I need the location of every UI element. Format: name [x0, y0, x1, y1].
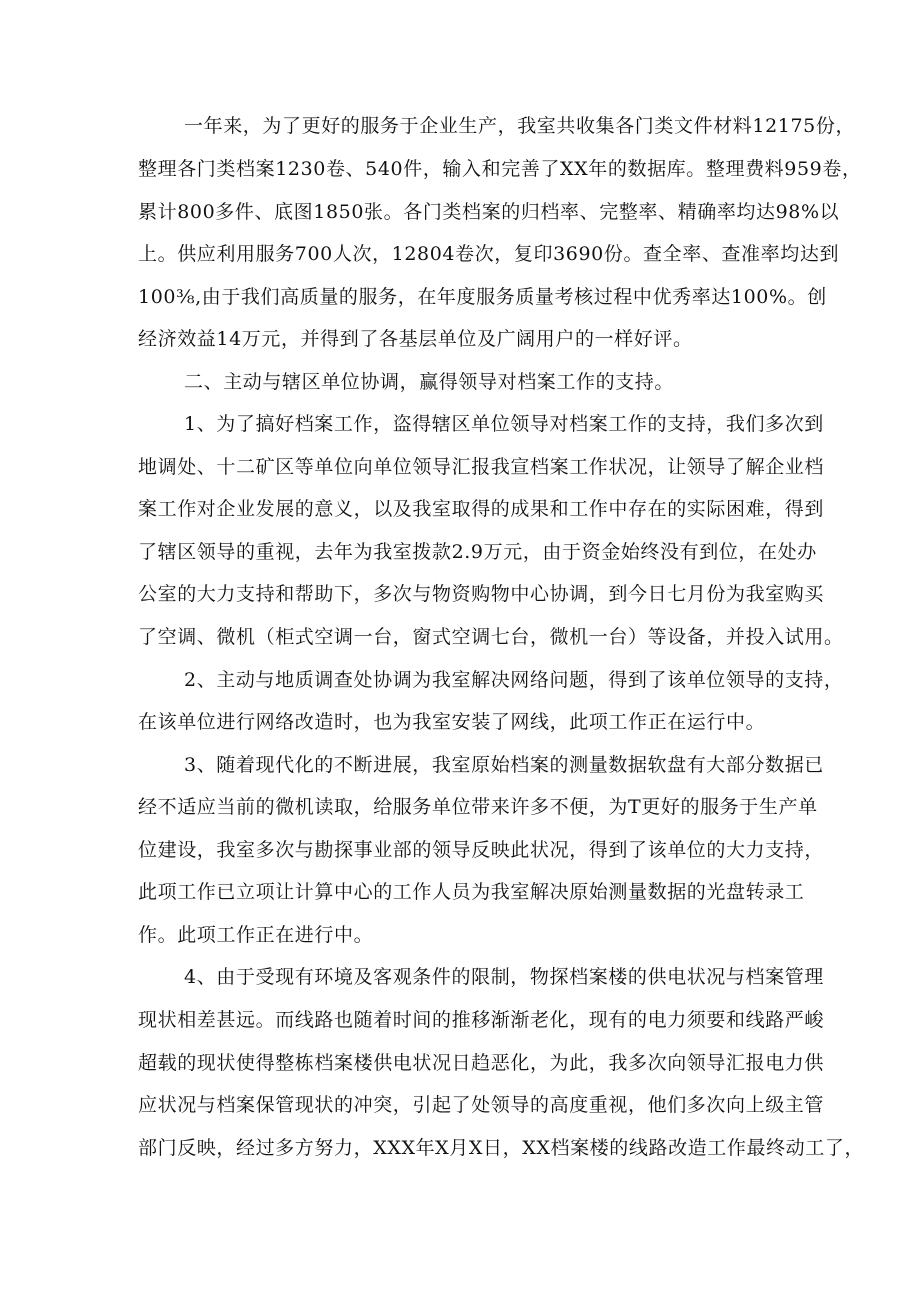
paragraph-5-line-4: 应状况与档案保管现状的冲突，引起了处领导的高度重视，他们多次向上级主管: [138, 1094, 825, 1116]
paragraph-5-line-5: 部门反映，经过多方努力，XXX年X月X日，XX档案楼的线路改造工作最终动工了，: [138, 1137, 865, 1159]
paragraph-1-line-6: 经济效益14万元，并得到了各基层单位及广阔用户的一样好评。: [138, 328, 693, 350]
paragraph-3-line-2: 在该单位进行网络改造时，也为我室安装了网线，此项工作正在运行中。: [138, 711, 766, 733]
paragraph-1-line-4: 上。供应利用服务700人次，12804卷次，复印3690份。查全率、查准率均达到: [138, 243, 840, 265]
paragraph-3-line-1: 2、主动与地质调查处协调为我室解决网络问题，得到了该单位领导的支持，: [184, 669, 844, 691]
paragraph-5-line-3: 超载的现状使得整栋档案楼供电状况日趋恶化，为此，我多次向领导汇报电力供: [138, 1052, 825, 1074]
section-heading-2: 二、主动与辖区单位协调，赢得领导对档案工作的支持。: [184, 371, 675, 393]
paragraph-4-line-1: 3、随着现代化的不断进展，我室原始档案的测量数据软盘有大部分数据已: [184, 754, 824, 776]
paragraph-4-line-3: 位建设，我室多次与勘探事业部的领导反映此状况，得到了该单位的大力支持，: [138, 839, 825, 861]
paragraph-5-line-1: 4、由于受现有环境及客观条件的限制，物探档案楼的供电状况与档案管理: [184, 966, 824, 988]
paragraph-2-line-1: 1、为了搞好档案工作，盗得辖区单位领导对档案工作的支持，我们多次到: [184, 413, 824, 435]
paragraph-1-line-5: 100⅜,由于我们高质量的服务，在年度服务质量考核过程中优秀率达100%。创: [138, 286, 827, 308]
paragraph-2-line-3: 案工作对企业发展的意义，以及我室取得的成果和工作中存在的实际困难，得到: [138, 498, 825, 520]
paragraph-2-line-5: 公室的大力支持和帮助下，多次与物资购物中心协调，到今日七月份为我室购买: [138, 583, 825, 605]
paragraph-2-line-4: 了辖区领导的重视，去年为我室拨款2.9万元，由于资金始终没有到位，在处办: [138, 541, 817, 563]
paragraph-2-line-6: 了空调、微机（柜式空调一台，窗式空调七台，微机一台）等设备，并投入试用。: [138, 626, 844, 648]
paragraph-2-line-2: 地调处、十二矿区等单位向单位领导汇报我宣档案工作状况，让领导了解企业档: [138, 456, 825, 478]
paragraph-4-line-5: 作。此项工作正在进行中。: [138, 924, 374, 946]
paragraph-1-line-3: 累计800多件、底图1850张。各门类档案的归档率、完整率、精确率均达98%以: [138, 201, 840, 223]
paragraph-4-line-2: 经不适应当前的微机读取，给服务单位带来许多不便，为T更好的服务于生产单: [138, 796, 818, 818]
paragraph-4-line-4: 此项工作已立项让计算中心的工作人员为我室解决原始测量数据的光盘转录工: [138, 881, 805, 903]
paragraph-1-line-1: 一年来，为了更好的服务于企业生产，我室共收集各门类文件材料12175份，: [184, 115, 856, 137]
paragraph-5-line-2: 现状相差甚远。而线路也随着时间的推移渐渐老化，现有的电力须要和线路严峻: [138, 1009, 825, 1031]
paragraph-1-line-2: 整理各门类档案1230卷、540件，输入和完善了XX年的数据库。整理费料959卷，: [138, 158, 862, 180]
